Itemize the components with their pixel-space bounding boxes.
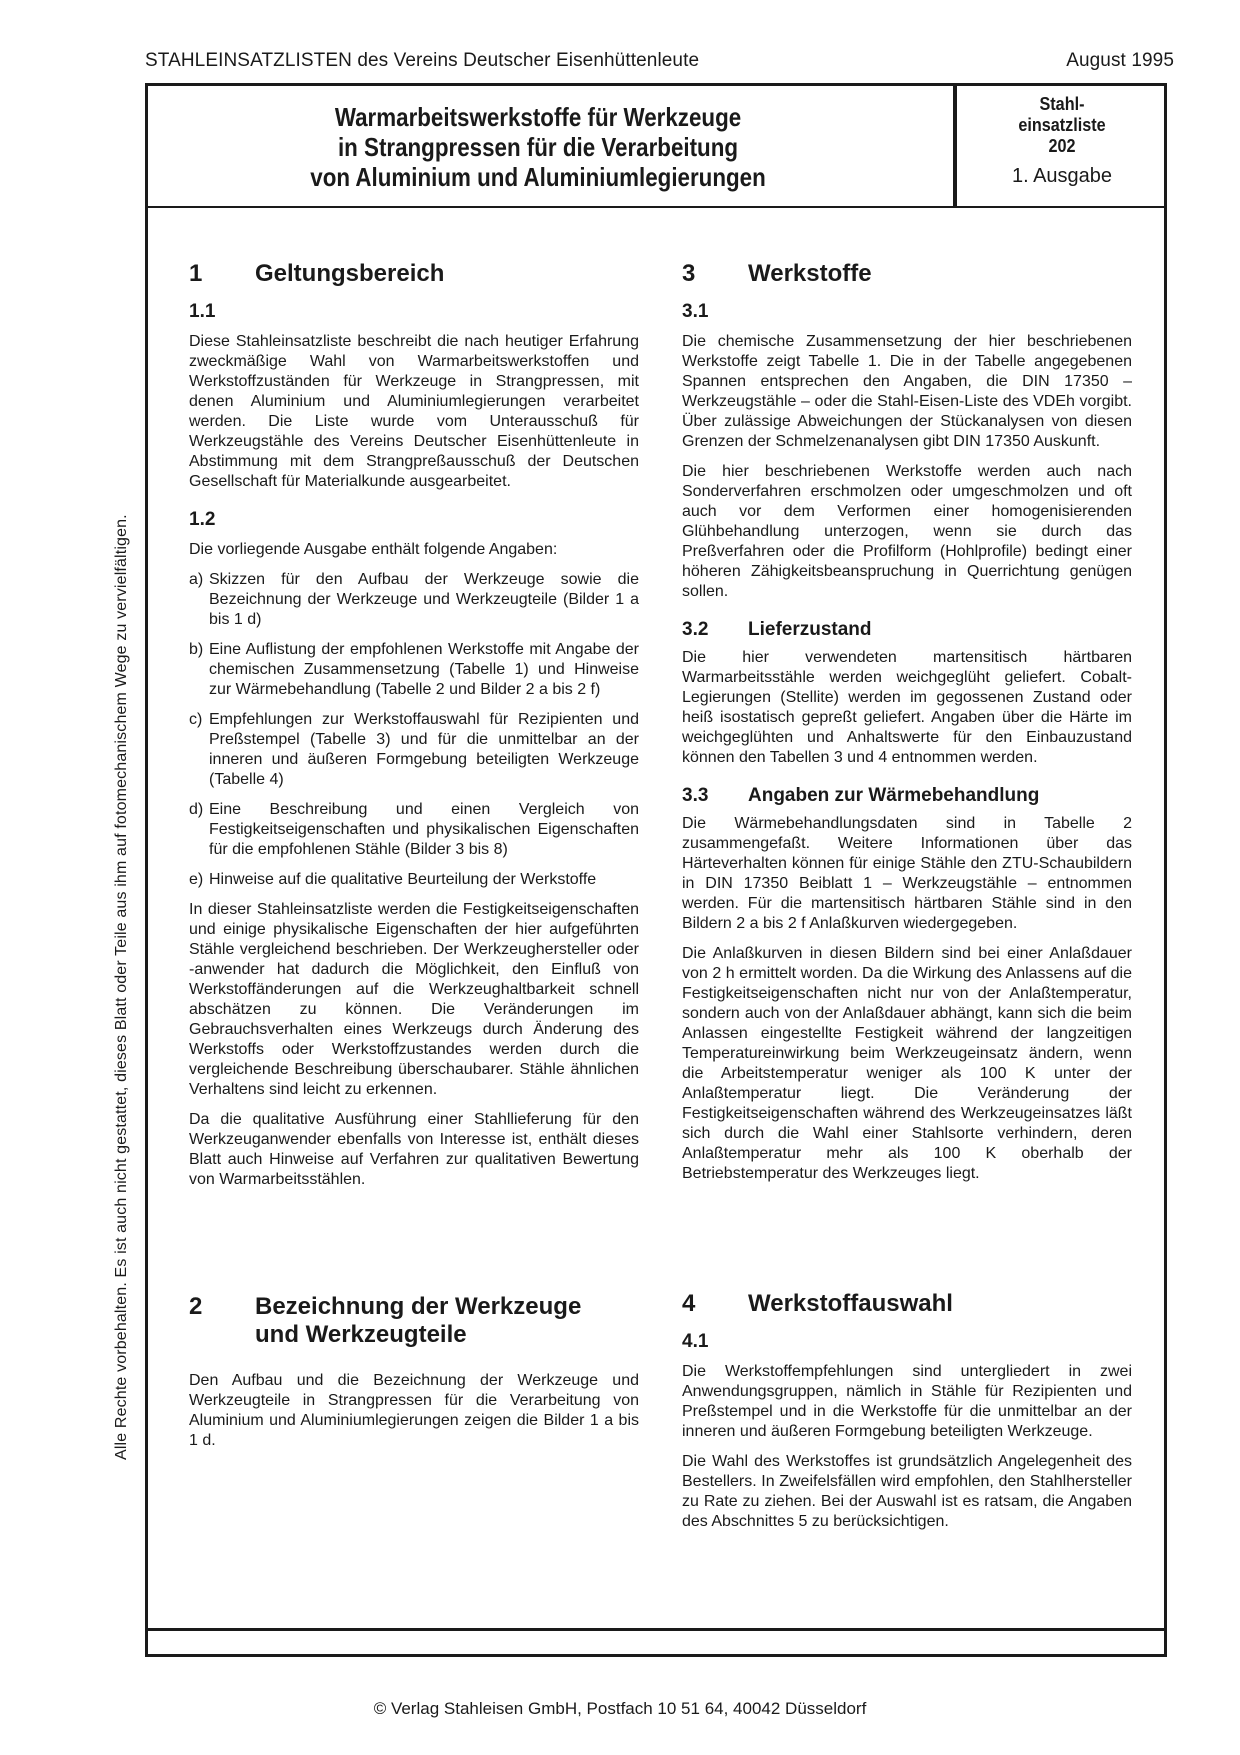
subsection-3-3-heading: [682, 786, 1132, 806]
list-marker: a): [189, 571, 204, 588]
section-title: Werkstoffe: [748, 260, 872, 287]
paragraph: Die hier verwendeten martensitisch härtbaren Warmarbeitsstähle werden weichgeglüht geliefert. Cobalt-Legierungen (Stellite) werden im gegossenen Zustand oder heiß isostatisch gepreßt geliefert. Angaben über die Härte im weichgeglühten und Anhaltswerte für den Einbauzustand können den Tabellen 3 und 4 entnommen werden.: [682, 649, 1132, 766]
right-column-section-4: [682, 1290, 1132, 1542]
list-marker: e): [189, 871, 204, 888]
section-number: 2: [189, 1293, 203, 1320]
subsection-title: Lieferzustand: [748, 619, 872, 640]
edition: 1. Ausgabe: [1011, 165, 1113, 187]
section-title-line-2: und Werkzeugteile: [255, 1321, 467, 1348]
section-number: 1: [189, 260, 203, 287]
rights-notice: Alle Rechte vorbehalten. Es ist auch nicht gestattet, dieses Blatt oder Teile aus ihm auf fotomechanischem Wege zu vervielfältigen.: [113, 514, 130, 1460]
list-item: [189, 870, 639, 890]
paragraph: Die chemische Zusammensetzung der hier beschriebenen Werkstoffe zeigt Tabelle 1. Die in der Tabelle angegebenen Spannen entsprechen den Angaben, die DIN 17350 – Werkzeugstähle – oder die Stahl-Eisen-Liste des VDEh vorgibt. Über zulässige Abweichungen der Stückanalysen von diesen Grenzen der Schmelzenanalysen gibt DIN 17350 Auskunft.: [682, 333, 1132, 450]
list-marker: d): [189, 801, 204, 818]
title-divider: [953, 86, 957, 206]
list-item: [189, 800, 639, 860]
paragraph: Da die qualitative Ausführung einer Stahllieferung für den Werkzeuganwender ebenfalls von Interesse ist, enthält dieses Blatt auch Hinweise auf Verfahren zur qualitativen Bewertung von Warmarbeitsstählen.: [189, 1111, 639, 1188]
section-number: 4: [682, 1290, 696, 1317]
section-2-heading: [189, 1293, 639, 1349]
document-title: [237, 102, 839, 192]
paragraph: Die Werkstoffempfehlungen sind untergliedert in zwei Anwendungsgruppen, nämlich in Stähle für Rezipienten und Preßstempel und in die Werkstoffe für die unmittelbar an der inneren und äußeren Formgebung beteiligten Werkzeuge.: [682, 1363, 1132, 1440]
section-title-line-1: Bezeichnung der Werkzeuge: [255, 1293, 582, 1320]
list-item: [189, 710, 639, 790]
list-marker: c): [189, 711, 203, 728]
left-column-section-2: [189, 1293, 639, 1461]
list-number: 202: [1048, 136, 1076, 156]
subsection-number: 3.2: [682, 619, 709, 640]
section-number: 3: [682, 260, 696, 287]
section-1-heading: [189, 260, 639, 288]
copyright-footer: © Verlag Stahleisen GmbH, Postfach 10 51 64, 40042 Düsseldorf: [373, 1699, 867, 1718]
list-item: [189, 640, 639, 700]
paragraph: Die Wärmebehandlungsdaten sind in Tabelle 2 zusammengefaßt. Weitere Informationen über das Härteverhalten können für einige Stähle den ZTU-Schaubildern in DIN 17350 Beiblatt 1 – Werkzeugstähle – entnommen werden. Für die martensitisch härtbaren Stähle sind in den Bildern 2 a bis 2 f Anlaßkurven wiedergegeben.: [682, 815, 1132, 932]
subsection-1-1-number: 1.1: [189, 301, 216, 322]
list-text: Eine Beschreibung und einen Vergleich von Festigkeitseigenschaften und physikalischen Eigenschaften für die empfohlenen Stähle (Bilder 3 bis 8): [209, 801, 639, 858]
title-line-3: von Aluminium und Aluminiumlegierungen: [310, 162, 766, 192]
list-text: Eine Auflistung der empfohlenen Werkstoffe mit Angabe der chemischen Zusammensetzung (Tabelle 1) und Hinweise zur Wärmebehandlung (Tabelle 2 und Bilder 2 a bis 2 f): [209, 641, 639, 698]
title-line-1: Warmarbeitswerkstoffe für Werkzeuge: [334, 102, 742, 132]
title-line-2: in Strangpressen für die Verarbeitung: [337, 132, 739, 162]
paragraph: Die Anlaßkurven in diesen Bildern sind bei einer Anlaßdauer von 2 h ermittelt worden. Da die Wirkung des Anlassens auf die Festigkeitseigenschaften nicht nur von der Anlaßtemperatur, sondern auch von der Anlaßdauer abhängt, kann sich die beim Anlassen eingestellte Festigkeit während der langzeitigen Temperatureinwirkung beim Werkzeugeinsatz ändern, wenn die Arbeitstemperatur weniger als 100 K unter der Anlaßtemperatur liegt. Die Veränderung der Festigkeitseigenschaften während des Werkzeugeinsatzes läßt sich durch die Wahl einer Stahlsorte verhindern, deren Anlaßtemperatur mehr als 100 K oberhalb der Betriebstemperatur des Werkzeuges liegt.: [682, 945, 1132, 1182]
footer-rule: [148, 1628, 1164, 1631]
subsection-number: 3.3: [682, 785, 709, 806]
list-text: Hinweise auf die qualitative Beurteilung der Werkstoffe: [209, 871, 597, 888]
section-title: Geltungsbereich: [255, 260, 445, 287]
paragraph: Die vorliegende Ausgabe enthält folgende Angaben:: [189, 541, 558, 558]
paragraph: Die Wahl des Werkstoffes ist grundsätzlich Angelegenheit des Bestellers. In Zweifelsfällen wird empfohlen, den Stahlhersteller zu Rate zu ziehen. Bei der Auswahl ist es ratsam, die Angaben des Abschnittes 5 zu berücksichtigen.: [682, 1453, 1132, 1530]
list-marker: b): [189, 641, 204, 658]
list-text: Empfehlungen zur Werkstoffauswahl für Rezipienten und Preßstempel (Tabelle 3) und für die unmittelbar an der inneren und äußeren Formgebung beteiligten Werkzeuge (Tabelle 4): [209, 711, 639, 788]
subsection-3-2-heading: [682, 620, 1132, 640]
series-title: STAHLEINSATZLISTEN des Vereins Deutscher Eisenhüttenleute: [145, 50, 700, 71]
paragraph: Diese Stahleinsatzliste beschreibt die nach heutiger Erfahrung zweckmäßige Wahl von Warmarbeitswerkstoffen und Werkstoffzuständen für Werkzeuge in Strangpressen, mit denen Aluminium und Aluminiumlegierungen verarbeitet werden. Die Liste wurde vom Unterausschuß für Werkzeugstähle des Vereins Deutscher Eisenhüttenleute in Abstimmung mit dem Strangpreßausschuß der Deutschen Gesellschaft für Materialkunde ausgearbeitet.: [189, 333, 639, 490]
subsection-1-2-number: 1.2: [189, 509, 216, 530]
paragraph: Den Aufbau und die Bezeichnung der Werkzeuge und Werkzeugteile in Strangpressen für die Verarbeitung von Aluminium und Aluminiumlegierungen zeigen die Bilder 1 a bis 1 d.: [189, 1372, 639, 1449]
subsection-title: Angaben zur Wärmebehandlung: [748, 785, 1040, 806]
paragraph: In dieser Stahleinsatzliste werden die Festigkeitseigenschaften und einige physikalische Eigenschaften der hier aufgeführten Stähle vergleichend beschrieben. Der Werkzeughersteller oder -anwender hat dadurch die Möglichkeit, den Einfluß von Werkstoffänderungen auf die Werkzeughaltbarkeit schnell abschätzen zu können. Die Veränderungen im Gebrauchsverhalten eines Werkzeugs durch Änderung des Werkstoffs oder Werkstoffzustandes werden durch die vergleichende Beschreibung überschaubarer. Stähle ähnlichen Verhaltens sind leicht zu erkennen.: [189, 901, 639, 1098]
section-title: [255, 1293, 581, 1349]
list-info: [960, 94, 1164, 189]
section-4-heading: [682, 1290, 1132, 1318]
list-text: Skizzen für den Aufbau der Werkzeuge sowie die Bezeichnung der Werkzeuge und Werkzeugteile (Bilder 1 a bis 1 d): [209, 571, 639, 628]
paragraph: Die hier beschriebenen Werkstoffe werden auch nach Sonderverfahren erschmolzen oder umgeschmolzen und oft auch vor dem Verformen einer homogenisierenden Glühbehandlung unterzogen, wenn sie durch das Preßverfahren oder die Profilform (Hohlprofile) bedingt einer höheren Zähigkeitsbeanspruchung in Querrichtung genügen sollen.: [682, 463, 1132, 600]
section-title: Werkstoffauswahl: [748, 1290, 953, 1317]
list-label-1: Stahl-: [1039, 94, 1085, 114]
title-block: [148, 86, 1164, 208]
section-3-heading: [682, 260, 1132, 288]
list-item: [189, 570, 639, 630]
publication-date: August 1995: [1066, 50, 1174, 71]
left-column: [189, 260, 639, 1200]
running-header: [145, 50, 1174, 72]
list-label-2: einsatzliste: [1018, 115, 1106, 135]
subsection-3-1-number: 3.1: [682, 301, 709, 322]
subsection-4-1-number: 4.1: [682, 1331, 709, 1352]
right-column: [682, 260, 1132, 1194]
